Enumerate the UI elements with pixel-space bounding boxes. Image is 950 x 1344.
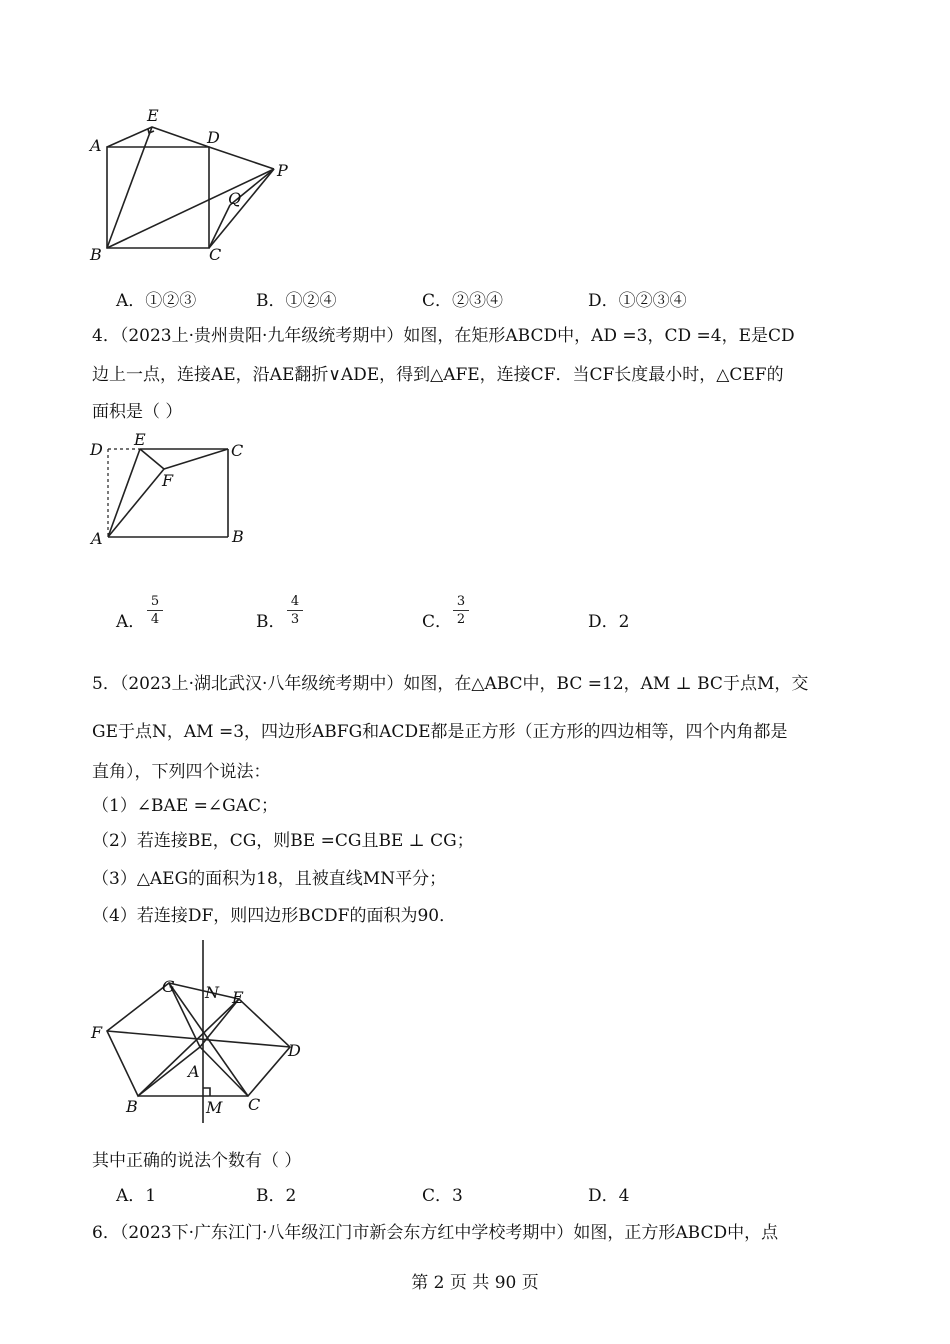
label-p: P <box>277 161 288 180</box>
label-e: E <box>232 988 244 1007</box>
label-a: A <box>91 529 103 548</box>
q6-line-1: 6．（2023下·广东江门·八年级江门市新会东方红中学校考期中）如图，正方形ABCD中，点 <box>92 1223 779 1243</box>
q5-option-a: A．1 <box>116 1186 157 1206</box>
q5-statement-1: （1）∠BAE =∠GAC； <box>92 796 278 816</box>
q5-option-d: D．4 <box>588 1186 630 1206</box>
q4-line-2: 边上一点，连接AE，沿AE翻折∨ADE，得到△AFE，连接CF．当CF长度最小时，△CEF的 <box>92 365 784 385</box>
square-abcd <box>107 147 209 248</box>
segment-ef <box>140 449 164 469</box>
triangle-aed <box>107 127 209 147</box>
label-f: F <box>162 471 174 490</box>
label-q: Q <box>228 189 242 208</box>
label-d: D <box>288 1041 301 1060</box>
label-a: A <box>188 1062 200 1081</box>
label-c: C <box>248 1095 261 1114</box>
q3-option-a: A．①②③ <box>116 291 197 311</box>
label-b: B <box>232 527 244 546</box>
label-e: E <box>147 106 159 125</box>
q4-option-c-fraction: $\frac{3}{2}$ <box>453 594 469 628</box>
figure-rectangle-fold <box>85 425 265 555</box>
q5-statement-4: （4）若连接DF，则四边形BCDF的面积为90． <box>92 906 457 926</box>
label-b: B <box>126 1097 138 1116</box>
q5-statement-2: （2）若连接BE，CG，则BE =CG且BE ⊥ CG； <box>92 831 474 851</box>
q5-line-1: 5．（2023上·湖北武汉·八年级统考期中）如图，在△ABC中，BC =12，AM ⊥ BC于点M，交 <box>92 674 809 694</box>
label-d: D <box>207 128 220 147</box>
segment-ae <box>108 449 140 537</box>
q3-option-c: C．②③④ <box>422 291 504 311</box>
label-b: B <box>90 245 102 264</box>
q5-question: 其中正确的说法个数有（ ） <box>92 1151 302 1171</box>
label-m: M <box>206 1098 223 1117</box>
label-n: N <box>205 983 219 1002</box>
q4-option-d: D．2 <box>588 612 630 632</box>
q5-line-3: 直角），下列四个说法： <box>92 762 271 782</box>
q5-statement-3: （3）△AEG的面积为18，且被直线MN平分； <box>92 869 447 889</box>
q5-line-2: GE于点N，AM =3，四边形ABFG和ACDE都是正方形（正方形的四边相等，四个内角都是 <box>92 722 788 742</box>
q4-option-c-letter: C． <box>422 612 453 632</box>
q5-option-b: B．2 <box>256 1186 297 1206</box>
q4-option-b-fraction: $\frac{4}{3}$ <box>287 594 303 628</box>
figure-square-triangle-pq <box>80 100 310 270</box>
label-e: E <box>134 430 146 449</box>
figure-two-squares-on-triangle <box>85 935 325 1130</box>
q3-option-d: D．①②③④ <box>588 291 687 311</box>
label-g: G <box>162 977 175 996</box>
q4-line-1: 4．（2023上·贵州贵阳·九年级统考期中）如图，在矩形ABCD中，AD =3，CD =4，E是CD <box>92 326 795 346</box>
segment-dp <box>209 147 274 169</box>
q5-option-c: C．3 <box>422 1186 463 1206</box>
square-abfg <box>107 983 200 1096</box>
label-a: A <box>90 136 102 155</box>
q4-option-a-fraction: $\frac{5}{4}$ <box>147 594 163 628</box>
label-d: D <box>90 440 103 459</box>
segment-be <box>138 999 239 1096</box>
segment-fc <box>164 449 228 469</box>
label-c: C <box>209 245 222 264</box>
page-footer: 第 2 页 共 90 页 <box>411 1273 539 1293</box>
label-f: F <box>91 1023 103 1042</box>
q3-option-b: B．①②④ <box>256 291 337 311</box>
right-angle-mark-m <box>203 1088 210 1096</box>
q4-option-b-letter: B． <box>256 612 286 632</box>
segment-cp <box>209 169 274 248</box>
segment-af <box>108 469 164 537</box>
segment-ge <box>169 983 239 999</box>
label-c: C <box>231 441 244 460</box>
q4-option-a-letter: A． <box>116 612 146 632</box>
q4-line-3: 面积是（ ） <box>92 402 183 422</box>
